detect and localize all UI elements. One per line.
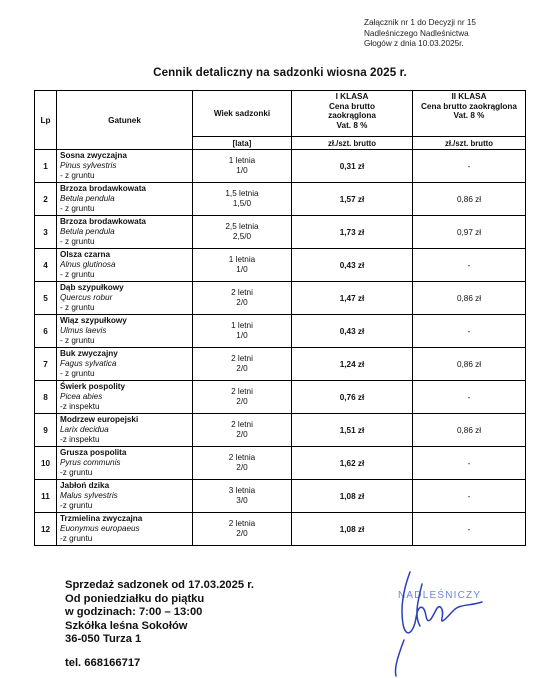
- age-years: 2 letni: [231, 288, 253, 297]
- price-class1: 0,43 zł: [292, 249, 413, 282]
- row-species: [57, 315, 193, 348]
- header-class2-line: II KLASA: [451, 92, 487, 101]
- species-latin: Picea abies: [60, 392, 103, 402]
- header-age: Wiek sadzonki: [193, 91, 292, 137]
- table-row: [35, 381, 526, 414]
- species-latin: Fagus sylvatica: [60, 359, 117, 369]
- table-row: [35, 249, 526, 282]
- table-row: [35, 183, 526, 216]
- attachment-line: Załącznik nr 1 do Decyzji nr 15: [364, 18, 476, 27]
- row-age: [193, 480, 292, 513]
- species-latin: Betula pendula: [60, 194, 115, 204]
- species-origin: - z gruntu: [60, 302, 95, 312]
- row-species: [57, 414, 193, 447]
- stamp-text: NADLEŚNICZY: [398, 590, 482, 601]
- row-species: [57, 150, 193, 183]
- row-lp: 3: [35, 216, 57, 249]
- species-name: Wiąz szypułkowy: [60, 316, 127, 326]
- species-latin: Betula pendula: [60, 227, 115, 237]
- price-class1: 1,73 zł: [292, 216, 413, 249]
- age-years: 2 letnia: [228, 453, 256, 462]
- age-years: 2 letnia: [228, 519, 256, 528]
- attachment-note: [364, 18, 476, 50]
- header-lp: Lp: [35, 91, 57, 150]
- species-origin: - z gruntu: [60, 236, 95, 246]
- row-species: [57, 348, 193, 381]
- age-years: 2 letni: [231, 354, 253, 363]
- species-latin: Ulmus laevis: [60, 326, 107, 336]
- row-lp: 2: [35, 183, 57, 216]
- age-code: 2,5/0: [232, 232, 252, 241]
- row-age: [193, 216, 292, 249]
- age-code: 2/0: [236, 529, 248, 538]
- age-code: 2/0: [236, 463, 248, 472]
- row-lp: 9: [35, 414, 57, 447]
- table-row: [35, 513, 526, 546]
- sale-info-line: Od poniedziałku do piątku: [65, 592, 205, 605]
- species-latin: Euonymus europaeus: [60, 524, 140, 534]
- table-row: [35, 480, 526, 513]
- price-table-body: [35, 150, 526, 546]
- price-class2: 0,97 zł: [413, 216, 526, 249]
- species-name: Trzmielina zwyczajna: [60, 514, 143, 524]
- species-name: Buk zwyczajny: [60, 349, 118, 359]
- species-latin: Quercus robur: [60, 293, 113, 303]
- age-code: 1,5/0: [232, 199, 252, 208]
- species-origin: -z gruntu: [60, 533, 93, 543]
- species-origin: -z inspektu: [60, 401, 100, 411]
- row-lp: 12: [35, 513, 57, 546]
- table-row: [35, 282, 526, 315]
- price-class1: 1,08 zł: [292, 480, 413, 513]
- price-class1: 0,31 zł: [292, 150, 413, 183]
- header-species: Gatunek: [57, 91, 193, 150]
- row-lp: 5: [35, 282, 57, 315]
- row-species: [57, 513, 193, 546]
- price-class1: 0,76 zł: [292, 381, 413, 414]
- species-name: Modrzew europejski: [60, 415, 139, 425]
- header-class1-line: Cena brutto: [329, 101, 375, 111]
- row-age: [193, 381, 292, 414]
- species-name: Świerk pospolity: [60, 382, 126, 392]
- row-lp: 10: [35, 447, 57, 480]
- price-class2: 0,86 zł: [413, 183, 526, 216]
- species-latin: Malus sylvestris: [60, 491, 118, 501]
- sale-info-line: w godzinach: 7:00 – 13:00: [65, 606, 203, 619]
- attachment-line: Głogów z dnia 10.03.2025r.: [364, 39, 464, 49]
- species-origin: - z gruntu: [60, 335, 95, 345]
- price-class1: 1,51 zł: [292, 414, 413, 447]
- price-class1: 0,43 zł: [292, 315, 413, 348]
- signature-stamp: [370, 560, 510, 678]
- species-origin: - z gruntu: [60, 170, 95, 180]
- age-code: 1/0: [236, 166, 248, 175]
- header-class1-line: I KLASA: [335, 92, 369, 101]
- age-years: 2 letni: [231, 387, 253, 396]
- sale-info-line: Szkółka leśna Sokołów: [65, 619, 188, 632]
- age-code: 2/0: [236, 430, 248, 439]
- age-code: 2/0: [236, 364, 248, 373]
- species-latin: Pinus sylvestris: [60, 161, 117, 171]
- age-code: 3/0: [236, 496, 248, 505]
- price-class2: -: [413, 315, 526, 348]
- age-years: 1 letni: [231, 321, 253, 330]
- species-name: Olsza czarna: [60, 250, 111, 260]
- row-lp: 4: [35, 249, 57, 282]
- row-age: [193, 249, 292, 282]
- species-origin: - z gruntu: [60, 269, 95, 279]
- price-class1: 1,47 zł: [292, 282, 413, 315]
- species-name: Brzoza brodawkowata: [60, 217, 146, 227]
- row-age: [193, 447, 292, 480]
- phone-number: tel. 668166717: [65, 657, 141, 669]
- price-class2: -: [413, 249, 526, 282]
- row-age: [193, 414, 292, 447]
- price-class2: 0,86 zł: [413, 414, 526, 447]
- species-name: Grusza pospolita: [60, 448, 127, 458]
- header-class2-line: Cena brutto zaokrąglona: [421, 101, 517, 111]
- document-title: Cennik detaliczny na sadzonki wiosna 2025 r.: [153, 66, 407, 79]
- sale-info-line: Sprzedaż sadzonek od 17.03.2025 r.: [65, 579, 255, 591]
- price-class2: 0,86 zł: [413, 348, 526, 381]
- unit-age: [lata]: [193, 137, 292, 150]
- price-class1: 1,08 zł: [292, 513, 413, 546]
- header-class2: [413, 91, 526, 137]
- row-age: [193, 513, 292, 546]
- table-row: [35, 216, 526, 249]
- species-name: Sosna zwyczajna: [60, 151, 127, 161]
- age-years: 1,5 letnia: [225, 189, 259, 198]
- table-row: [35, 447, 526, 480]
- unit-class1: zł./szt. brutto: [292, 137, 413, 150]
- age-code: 1/0: [236, 331, 248, 340]
- species-origin: - z gruntu: [60, 368, 95, 378]
- row-lp: 1: [35, 150, 57, 183]
- sale-info-line: 36-050 Turza 1: [65, 633, 142, 646]
- row-age: [193, 282, 292, 315]
- row-lp: 7: [35, 348, 57, 381]
- row-age: [193, 183, 292, 216]
- attachment-line: Nadleśniczego Nadleśnictwa: [364, 28, 469, 38]
- species-name: Jabłoń dzika: [60, 481, 110, 491]
- age-code: 2/0: [236, 397, 248, 406]
- species-origin: -z inspektu: [60, 434, 100, 444]
- age-years: 2 letni: [231, 420, 253, 429]
- signature-scribble: [395, 572, 482, 676]
- price-table: [34, 90, 526, 546]
- price-class2: -: [413, 447, 526, 480]
- price-class2: -: [413, 150, 526, 183]
- species-name: Brzoza brodawkowata: [60, 184, 146, 194]
- header-class1: [292, 91, 413, 137]
- row-lp: 6: [35, 315, 57, 348]
- price-class1: 1,57 zł: [292, 183, 413, 216]
- row-lp: 8: [35, 381, 57, 414]
- age-code: 1/0: [236, 265, 248, 274]
- unit-class2: zł./szt. brutto: [413, 137, 526, 150]
- age-years: 2,5 letnia: [225, 222, 259, 231]
- sale-info: [65, 579, 254, 647]
- row-species: [57, 447, 193, 480]
- age-code: 2/0: [236, 298, 248, 307]
- table-row: [35, 414, 526, 447]
- row-species: [57, 282, 193, 315]
- table-row: [35, 348, 526, 381]
- row-species: [57, 183, 193, 216]
- header-class2-line: Vat. 8 %: [453, 111, 485, 121]
- row-species: [57, 480, 193, 513]
- table-row: [35, 150, 526, 183]
- row-species: [57, 249, 193, 282]
- row-age: [193, 315, 292, 348]
- header-class1-line: zaokrąglona: [328, 111, 376, 121]
- row-age: [193, 348, 292, 381]
- age-years: 3 letnia: [228, 486, 256, 495]
- row-lp: 11: [35, 480, 57, 513]
- price-class2: -: [413, 480, 526, 513]
- species-origin: -z gruntu: [60, 500, 93, 510]
- species-latin: Larix decidua: [60, 425, 109, 435]
- species-latin: Alnus glutinosa: [60, 260, 116, 270]
- species-name: Dąb szypułkowy: [60, 283, 124, 293]
- species-origin: -z gruntu: [60, 467, 93, 477]
- row-species: [57, 381, 193, 414]
- header-class1-line: Vat. 8 %: [336, 120, 368, 130]
- price-class1: 1,24 zł: [292, 348, 413, 381]
- row-species: [57, 216, 193, 249]
- price-class1: 1,62 zł: [292, 447, 413, 480]
- age-years: 1 letnia: [228, 156, 256, 165]
- price-class2: -: [413, 381, 526, 414]
- species-latin: Pyrus communis: [60, 458, 121, 468]
- table-row: [35, 315, 526, 348]
- age-years: 1 letnia: [228, 255, 256, 264]
- price-class2: 0,86 zł: [413, 282, 526, 315]
- price-class2: -: [413, 513, 526, 546]
- species-origin: - z gruntu: [60, 203, 95, 213]
- row-age: [193, 150, 292, 183]
